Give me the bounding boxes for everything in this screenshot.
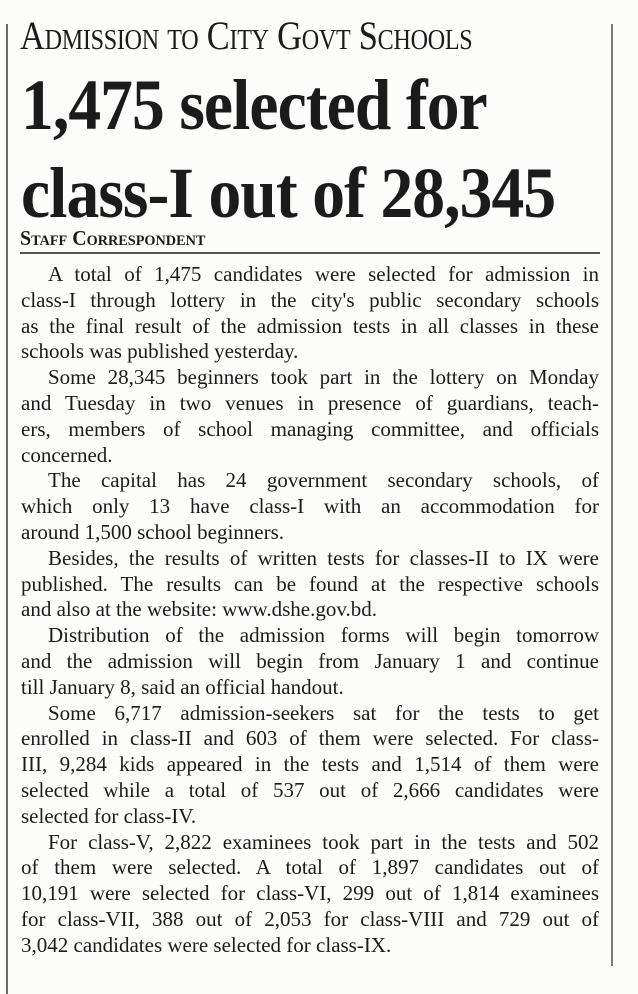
- headline-line-2: class-I out of 28,345: [21, 153, 556, 233]
- byline: Staff Correspondent: [20, 226, 206, 250]
- paragraph: [21, 262, 599, 365]
- paragraph-line: around 1,500 school beginners.: [21, 519, 285, 544]
- paragraph-line: 10,191 were selected for class-VI, 299 out of 1,814 examinees: [21, 881, 599, 906]
- paragraph-line: published. The results can be found at the respective schools: [21, 571, 599, 596]
- paragraph-line: as the final result of the admission tests in all classes in these: [21, 313, 599, 338]
- paragraph-line: for class-VII, 388 out of 2,053 for class-VIII and 729 out of: [21, 906, 599, 931]
- paragraph-line: enrolled in class-II and 603 of them were selected. For class-: [21, 726, 599, 751]
- paragraph-line: selected for class-IV.: [21, 803, 197, 828]
- paragraph-line: of them were selected. A total of 1,897 candidates out of: [21, 855, 599, 880]
- paragraph-line: III, 9,284 kids appeared in the tests and 1,514 of them were: [21, 752, 599, 777]
- paragraph-line: and also at the website: www.dshe.gov.bd.: [21, 597, 377, 622]
- paragraph: [21, 365, 599, 468]
- paragraph-line: schools was published yesterday.: [21, 339, 299, 364]
- article-body: [21, 262, 599, 959]
- paragraph-line: ers, members of school managing committee, and officials: [21, 416, 599, 441]
- column-rule-left: [6, 24, 8, 994]
- paragraph-line: till January 8, said an official handout.: [21, 674, 344, 699]
- column-rule-right: [611, 24, 613, 966]
- paragraph-line: 3,042 candidates were selected for class-IX.: [21, 932, 392, 957]
- headline-line-1: 1,475 selected for: [21, 65, 487, 145]
- paragraph-line: Some 6,717 admission-seekers sat for the tests to get: [48, 700, 599, 725]
- paragraph-line: Some 28,345 beginners took part in the lottery on Monday: [48, 365, 599, 390]
- paragraph-line: class-I through lottery in the city's public secondary schools: [21, 287, 599, 312]
- paragraph: [21, 468, 599, 545]
- paragraph-line: and Tuesday in two venues in presence of guardians, teach-: [21, 390, 599, 415]
- paragraph-line: Besides, the results of written tests for classes-II to IX were: [48, 545, 599, 570]
- kicker-headline: Admission to City Govt Schools: [20, 13, 473, 58]
- paragraph: [21, 623, 599, 700]
- paragraph-line: The capital has 24 government secondary schools, of: [48, 468, 599, 493]
- paragraph: [21, 830, 599, 959]
- paragraph-line: and the admission will begin from January 1 and continue: [21, 648, 599, 673]
- paragraph-line: which only 13 have class-I with an accommodation for: [21, 494, 599, 519]
- paragraph-line: selected while a total of 537 out of 2,666 candidates were: [21, 777, 599, 802]
- paragraph-line: Distribution of the admission forms will begin tomorrow: [48, 623, 599, 648]
- byline-divider: [20, 252, 600, 254]
- paragraph-line: concerned.: [21, 442, 113, 467]
- paragraph: [21, 701, 599, 830]
- paragraph-line: A total of 1,475 candidates were selected for admission in: [48, 262, 599, 286]
- paragraph-line: For class-V, 2,822 examinees took part in the tests and 502: [48, 829, 599, 854]
- paragraph: [21, 546, 599, 623]
